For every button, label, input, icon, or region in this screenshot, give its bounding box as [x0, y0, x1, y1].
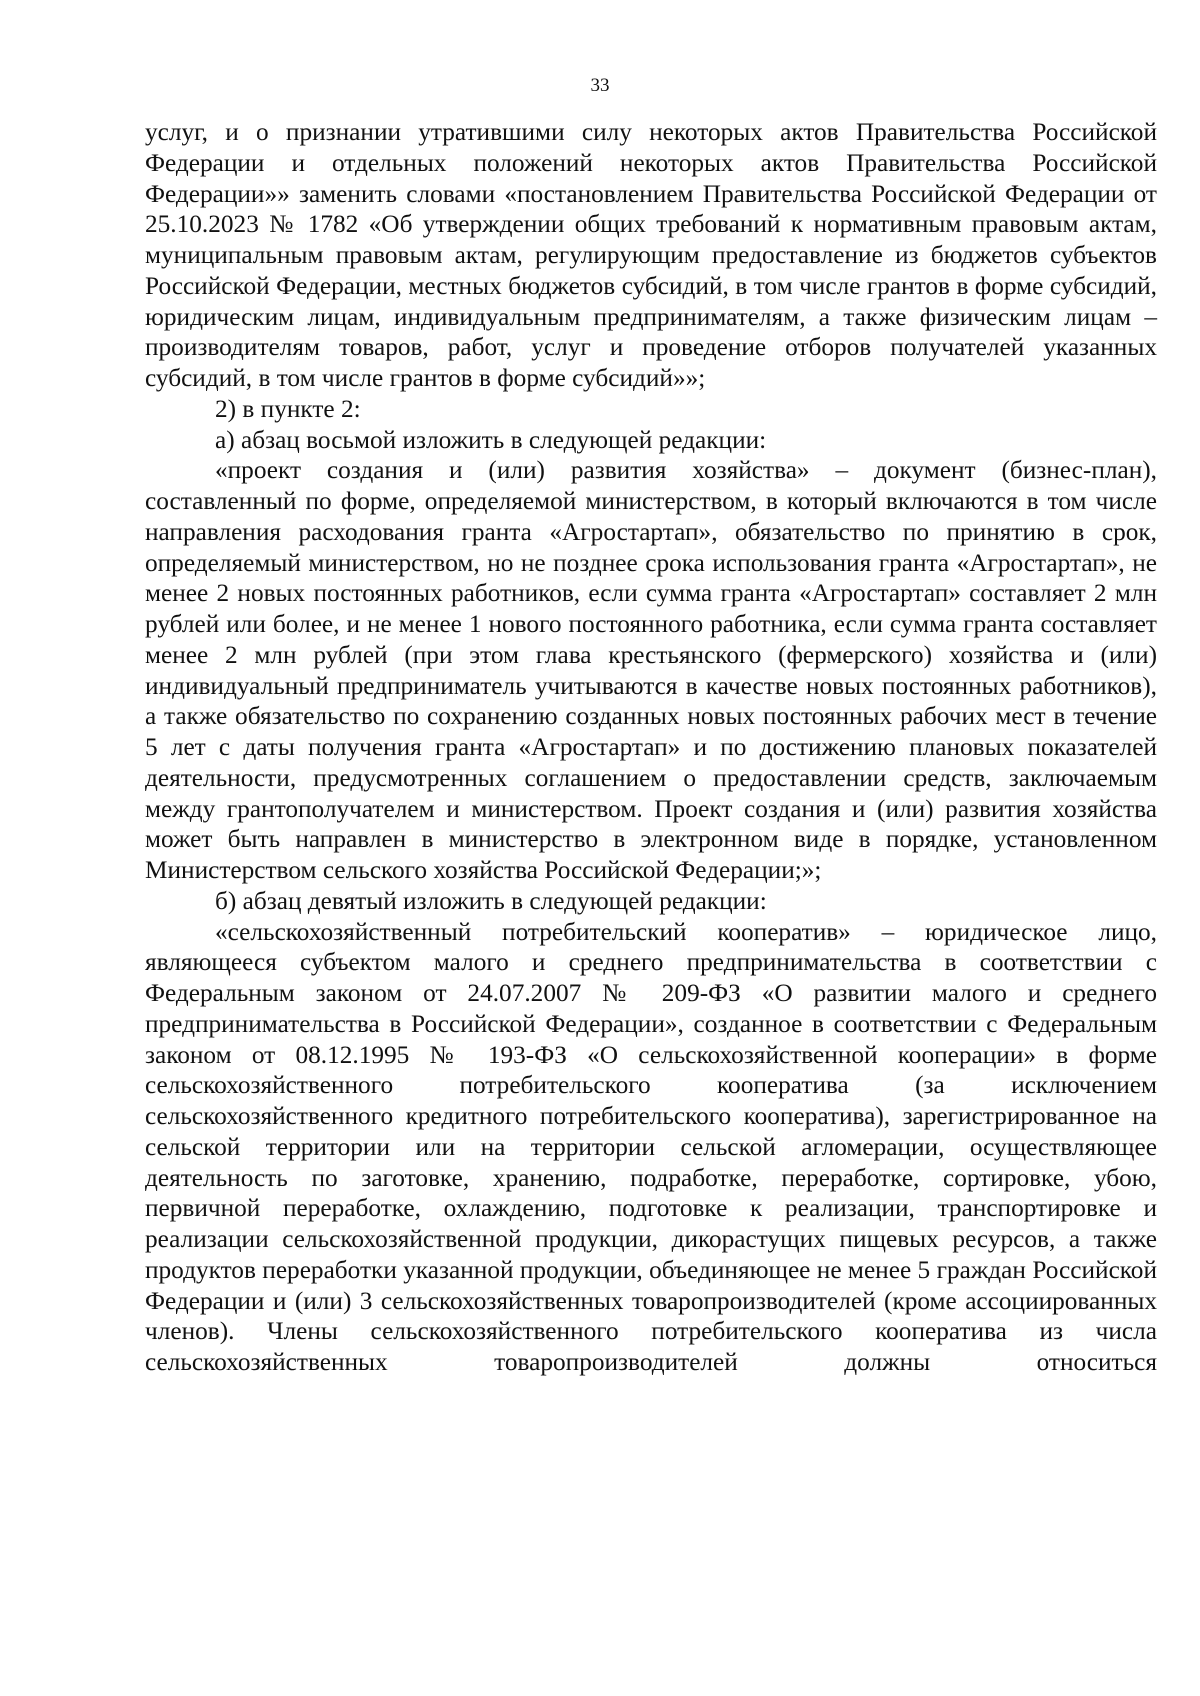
- paragraph-item-b: б) абзац девятый изложить в следующей редакции:: [215, 886, 767, 915]
- paragraph-item-a: а) абзац восьмой изложить в следующей редакции:: [215, 425, 767, 454]
- paragraph-continuation: услуг, и о признании утратившими силу некоторых актов Правительства Российской Федерации и отдельных положений некоторых актов Правительства Российской Федерации»» заменить словами «постановлением Правительства Российской Федерации от 25.10.2023 № 1782 «Об утверждении общих требований к нормативным правовым актам, муниципальным правовым актам, регулирующим предоставление из бюджетов субъектов Российской Федерации, местных бюджетов субсидий, в том числе грантов в форме субсидий, юридическим лицам, индивидуальным предпринимателям, а также физическим лицам – производителям товаров, работ, услуг и проведение отборов получателей указанных субсидий, в том числе грантов в форме субсидий»»;: [145, 118, 1157, 392]
- document-body: [145, 117, 1157, 1378]
- paragraph-cooperative-definition: «сельскохозяйственный потребительский кооператив» – юридическое лицо, являющееся субъектом малого и среднего предпринимательства в соответствии с Федеральным законом от 24.07.2007 № 209-ФЗ «О развитии малого и среднего предпринимательства в Российской Федерации», созданное в соответствии с Федеральным законом от 08.12.1995 № 193-ФЗ «О сельскохозяйственной кооперации» в форме сельскохозяйственного потребительского кооператива (за исключением сельскохозяйственного кредитного потребительского кооператива), зарегистрированное на сельской территории или на территории сельской агломерации, осуществляющее деятельность по заготовке, хранению, подработке, переработке, сортировке, убою, первичной переработке, охлаждению, подготовке к реализации, транспортировке и реализации сельскохозяйственной продукции, дикорастущих пищевых ресурсов, а также продуктов переработки указанной продукции, объединяющее не менее 5 граждан Российской Федерации и (или) 3 сельскохозяйственных товаропроизводителей (кроме ассоциированных членов). Члены сельскохозяйственного потребительского кооператива из числа сельскохозяйственных товаропроизводителей должны относиться: [145, 917, 1157, 1376]
- paragraph-project-definition: «проект создания и (или) развития хозяйства» – документ (бизнес-план), составленный по форме, определяемой министерством, в который включаются в том числе направления расходования гранта «Агростартап», обязательство по принятию в срок, определяемый министерством, но не позднее срока использования гранта «Агростартап», не менее 2 новых постоянных работников, если сумма гранта «Агростартап» составляет 2 млн рублей или более, и не менее 1 нового постоянного работника, если сумма гранта составляет менее 2 млн рублей (при этом глава крестьянского (фермерского) хозяйства и (или) индивидуальный предприниматель учитываются в качестве новых постоянных работников), а также обязательство по сохранению созданных новых постоянных рабочих мест в течение 5 лет с даты получения гранта «Агростартап» и по достижению плановых показателей деятельности, предусмотренных соглашением о предоставлении средств, заключаемым между грантополучателем и министерством. Проект создания и (или) развития хозяйства может быть направлен в министерство в электронном виде в порядке, установленном Министерством сельского хозяйства Российской Федерации;»;: [145, 456, 1157, 884]
- paragraph-item-2: 2) в пункте 2:: [215, 394, 361, 423]
- page-number: 33: [590, 75, 610, 96]
